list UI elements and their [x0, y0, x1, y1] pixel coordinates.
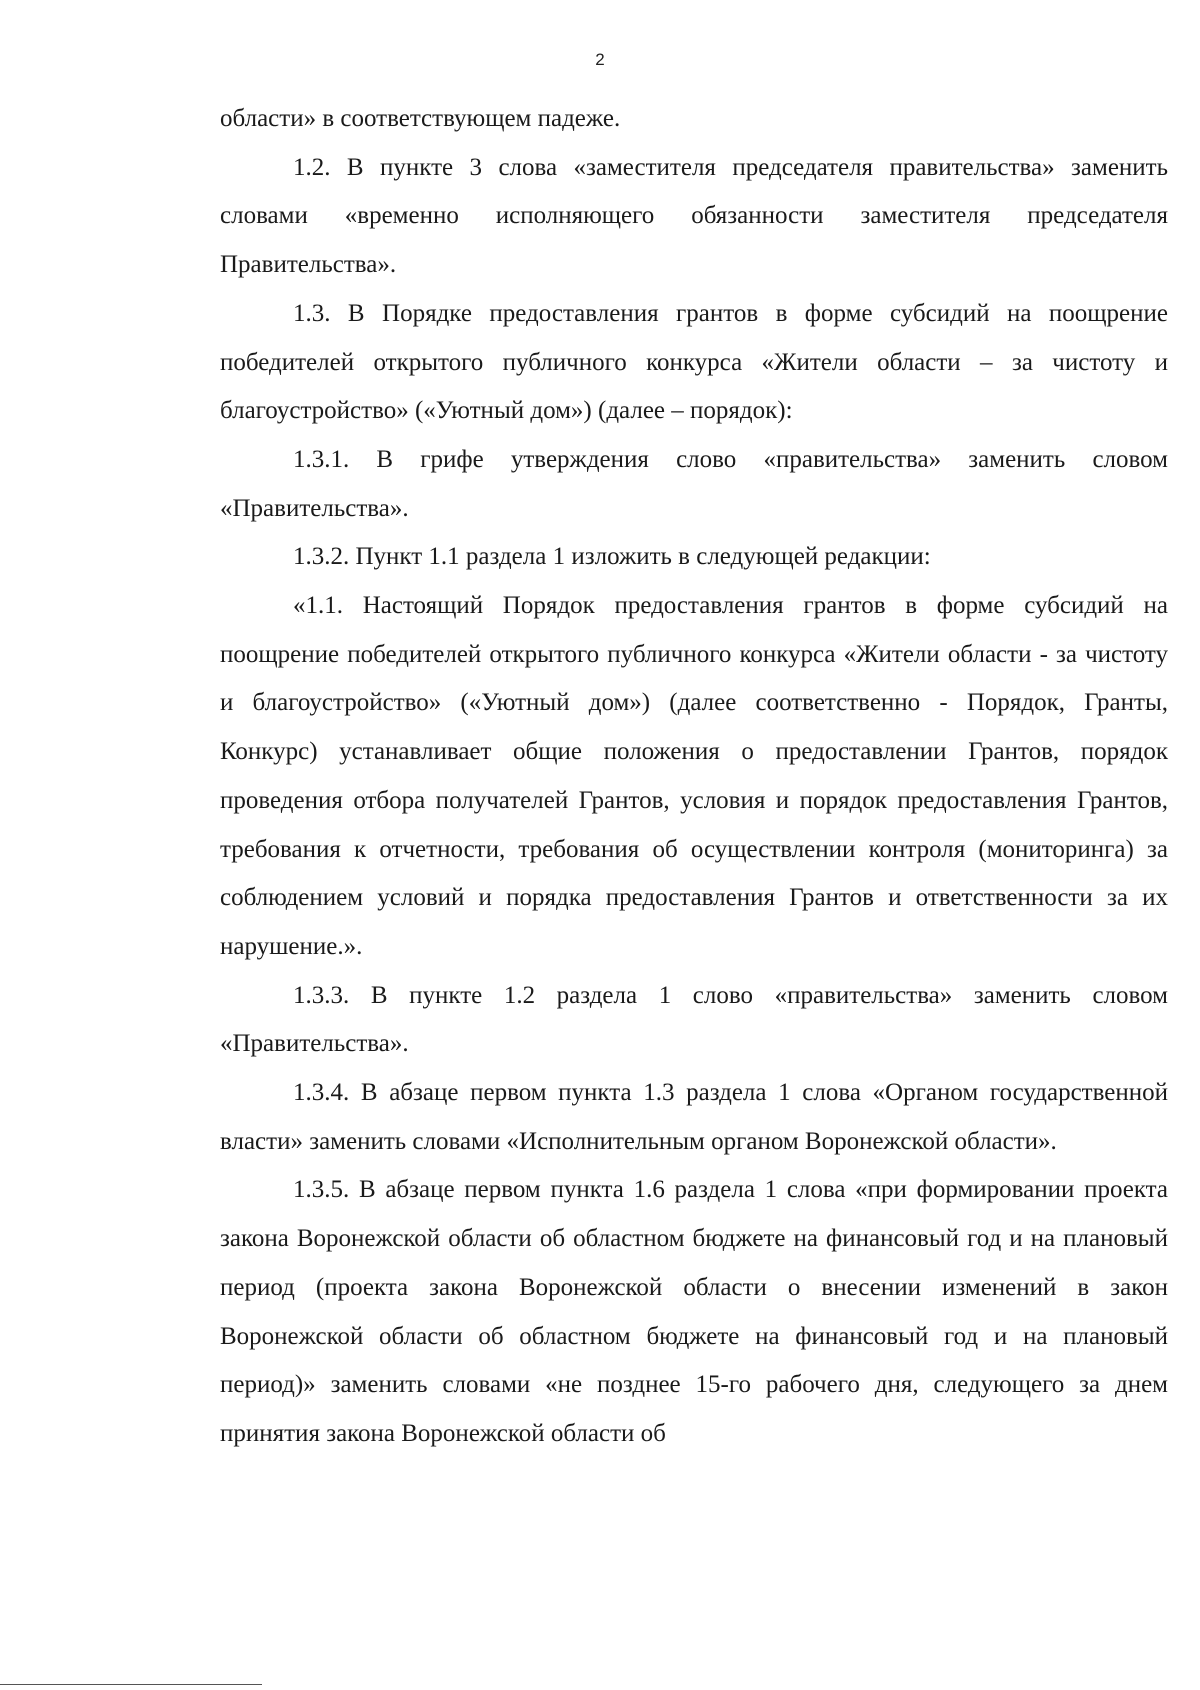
paragraph-1-2: 1.2. В пункте 3 слова «заместителя председателя правительства» заменить словами «временно исполняющего обязанности заместителя председателя Правительства».	[220, 153, 1168, 279]
page-number: 2	[595, 50, 605, 69]
paragraph-1-3-2: 1.3.2. Пункт 1.1 раздела 1 изложить в следующей редакции:	[293, 543, 931, 571]
paragraph-1-3-4: 1.3.4. В абзаце первом пункта 1.3 раздела 1 слова «Органом государственной власти» заменить словами «Исполнительным органом Воронежской области».	[220, 1079, 1168, 1155]
paragraph-continuation: области» в соответствующем падеже.	[220, 105, 621, 132]
document-body	[220, 95, 1168, 1459]
paragraph-1-3-1: 1.3.1. В грифе утверждения слово «правительства» заменить словом «Правительства».	[220, 445, 1168, 522]
paragraph-1-3-3: 1.3.3. В пункте 1.2 раздела 1 слово «правительства» заменить словом «Правительства».	[220, 981, 1168, 1058]
footer-divider	[0, 1684, 262, 1685]
paragraph-1-3: 1.3. В Порядке предоставления грантов в форме субсидий на поощрение победителей открытого публичного конкурса «Жители области – за чистоту и благоустройство» («Уютный дом») (далее – порядок):	[220, 299, 1168, 425]
paragraph-quoted-1-1: «1.1. Настоящий Порядок предоставления грантов в форме субсидий на поощрение победителей открытого публичного конкурса «Жители области - за чистоту и благоустройство» («Уютный дом») (далее соответственно - Порядок, Гранты, Конкурс) устанавливает общие положения о предоставлении Грантов, порядок проведения отбора получателей Грантов, условия и порядок предоставления Грантов, требования к отчетности, требования об осуществлении контроля (мониторинга) за соблюдением условий и порядка предоставления Грантов и ответственности за их нарушение.».	[220, 592, 1168, 960]
paragraph-1-3-5: 1.3.5. В абзаце первом пункта 1.6 раздела 1 слова «при формировании проекта закона Воронежской области об областном бюджете на финансовый год и на плановый период (проекта закона Воронежской области о внесении изменений в закон Воронежской области об областном бюджете на финансовый год и на плановый период)» заменить словами «не позднее 15-го рабочего дня, следующего за днем принятия закона Воронежской области об	[220, 1176, 1168, 1447]
